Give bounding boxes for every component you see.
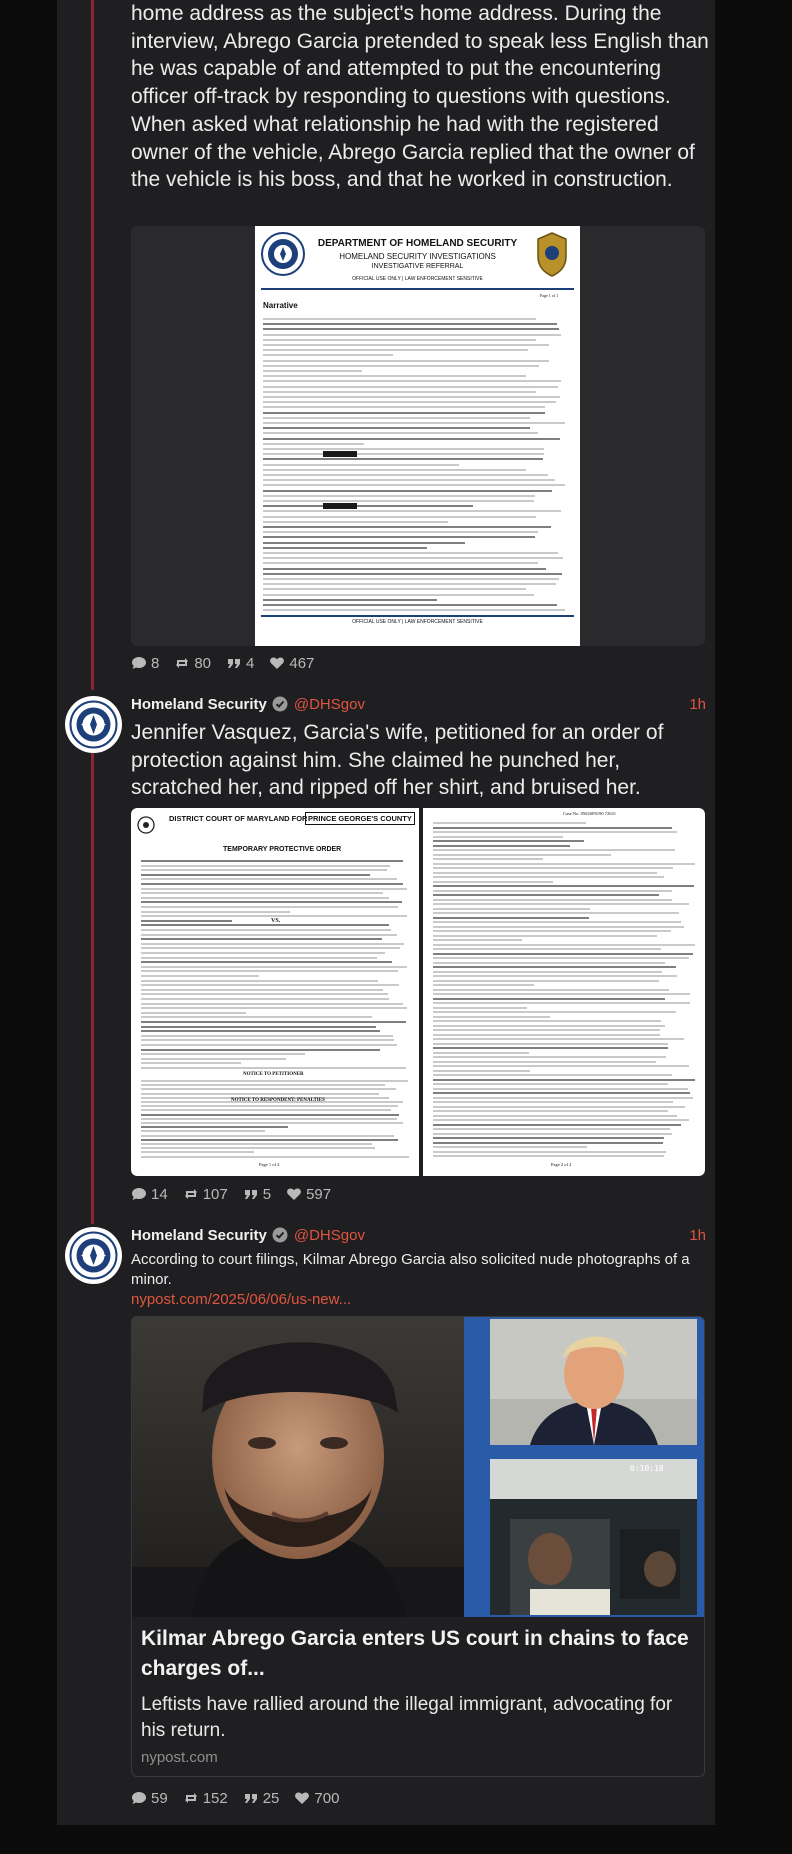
reply-icon [131,1790,147,1806]
document-text-line [433,980,659,982]
document-text-line [263,406,545,408]
document-subheading: HOMELAND SECURITY INVESTIGATIONS [339,252,496,261]
document-text-line [141,929,391,931]
document-text-line [433,1124,681,1126]
quote-count: 4 [246,654,255,672]
thread-line [91,752,94,1224]
card-domain: nypost.com [141,1749,218,1766]
document-text-line [141,975,259,977]
court-county: PRINCE GEORGE'S COUNTY [305,812,415,825]
quote-stat[interactable] [243,1790,280,1807]
document-text-line [433,827,672,829]
document-text-line [433,1056,666,1058]
document-text-line [433,885,694,887]
document-text-line [141,860,403,862]
document-text-line [433,1047,668,1049]
reply-count: 59 [151,1789,168,1807]
post-time[interactable]: 1h [689,695,706,713]
document-section-title: Narrative [263,301,298,310]
document-text-line [433,1007,527,1009]
document-text-line [263,526,551,528]
document-text-line [141,966,407,968]
document-text-line [141,961,392,963]
document-text-line [141,993,388,995]
document-text-line [433,845,570,847]
document-text-line [141,1130,265,1132]
reply-count: 14 [151,1185,168,1203]
document-text-line [433,854,611,856]
document-text-line [263,339,536,341]
document-text-line [263,422,565,424]
document-text-line [263,328,559,330]
document-footer: OFFICIAL USE ONLY | LAW ENFORCEMENT SENSITIVE [352,619,483,625]
like-count: 700 [314,1789,340,1807]
document-subheading: INVESTIGATIVE REFERRAL [371,263,464,270]
document-text-line [433,1106,685,1108]
document-text-line [141,970,398,972]
document-text-line [263,599,437,601]
repost-count: 152 [202,1789,228,1807]
document-text-line [433,1142,663,1144]
document-text-line [141,924,389,926]
author-name[interactable]: Homeland Security [131,1226,267,1244]
document-text-line [433,917,589,919]
document-text-line [433,984,534,986]
document-text-line [433,1038,684,1040]
man-portrait-image [132,1317,464,1617]
document-text-line [433,858,543,860]
document-text-line [433,1070,530,1072]
like-stat[interactable] [269,655,314,672]
document-text-line [433,1083,668,1085]
document-text-line [433,926,684,928]
reply-stat[interactable] [131,1790,168,1807]
repost-stat[interactable] [183,1186,228,1203]
document-text-line [141,892,383,894]
document-text-line [141,915,407,917]
document-text-line [141,901,402,903]
document-text-line [141,1084,385,1086]
card-title[interactable]: Kilmar Abrego Garcia enters US court in chains to face charges of... [141,1627,689,1680]
author-name[interactable]: Homeland Security [131,695,267,713]
notice-heading: NOTICE TO PETITIONER [243,1072,304,1077]
document-text-line [141,865,390,867]
document-text-line [141,1080,408,1082]
document-text-line [263,360,549,362]
document-text-line [263,609,565,611]
document-text-line [433,912,679,914]
document-text-line [141,920,232,922]
quote-count: 25 [262,1789,280,1807]
document-text-line [263,464,459,466]
document-text-line [433,863,695,865]
avatar[interactable] [65,1227,122,1284]
repost-count: 107 [202,1185,228,1203]
document-text-line [433,1079,695,1081]
document-text-line [263,594,534,596]
document-text-line [263,427,530,429]
like-icon [294,1790,310,1806]
document-text-line [263,588,526,590]
document-text-line [263,510,561,512]
document-text-line [263,536,535,538]
document-text-line [433,1146,587,1148]
document-text-line [141,1105,398,1107]
post-image[interactable] [131,226,705,646]
quote-icon [243,1790,259,1806]
document-text-line [433,894,659,896]
post-stats [131,653,329,673]
document-text-line [433,1002,690,1004]
document-rule [261,288,574,290]
document-text-line [433,962,665,964]
post-time[interactable]: 1h [689,1226,706,1244]
document-text-line [141,1053,305,1055]
document-text-line [433,998,665,1000]
card-description: Leftists have rallied around the illegal immigrant, advocating for his return. [141,1694,673,1741]
document-text-line [433,836,563,838]
document-text-line [433,975,677,977]
document-text-line [263,365,539,367]
reply-stat[interactable] [131,655,159,672]
card-image [132,1317,705,1617]
document-text-line [433,957,689,959]
quote-count: 5 [262,1185,272,1203]
notice-heading: NOTICE TO RESPONDENT: PENALTIES [231,1098,325,1103]
document-text-line [263,432,538,434]
document-text-line [141,947,400,949]
verified-icon [272,1227,288,1243]
document-text-line [141,1026,376,1028]
document-text-line [263,557,563,559]
document-text-line [141,1143,372,1145]
document-text-line [263,490,552,492]
document-text-line [141,911,290,913]
document-text-line [141,1058,286,1060]
svg-text:0:10:18: 0:10:18 [630,1464,664,1473]
document-text-line [141,1147,375,1149]
like-count: 597 [306,1185,332,1203]
post-text: According to court filings, Kilmar Abrego Garcia also solicited nude photographs of a minor. [131,1251,690,1288]
repost-icon [183,1790,199,1806]
avatar[interactable] [65,696,122,753]
document-text-line [433,1034,660,1036]
document-text-line [263,375,526,377]
document-text-line [433,939,522,941]
document-text-line [141,998,389,1000]
document-text-line [141,1122,403,1124]
document-text-line [141,989,383,991]
bodycam-image [490,1459,697,1615]
document-text-line [141,1088,396,1090]
document-text-line [433,1155,664,1157]
document-text-line [141,1139,398,1141]
post-header [131,1225,706,1245]
repost-stat[interactable] [174,655,211,672]
document-text-line [141,1151,254,1153]
document-text-line [141,1021,406,1023]
document-text-line [141,984,399,986]
document-text-line [141,1109,391,1111]
document-text-line [141,1003,403,1005]
versus-label: VS. [271,918,281,924]
document-text-line [141,980,378,982]
document-text-line [433,921,681,923]
post-text: Jennifer Vasquez, Garcia's wife, petitioned for an order of protection against him. She claimed he punched her, scratched her, and ripped off her shirt, and bruised her. [131,721,664,800]
document-text-line [433,1110,668,1112]
document-text-line [141,957,377,959]
post-stats [131,1788,354,1808]
document-text-line [433,1151,666,1153]
document-text-line [433,849,675,851]
document-text-line [263,334,561,336]
author-handle[interactable]: @DHSgov [293,695,365,713]
document-text-line [141,883,403,885]
document-text-line [433,1025,665,1027]
document-text-line [141,1067,406,1069]
document-text-line [433,1061,656,1063]
post-image-grid [131,808,705,1176]
document-text-line [263,474,548,476]
court-page-number: Page 2 of 2 [551,1162,572,1167]
document-text-line [263,469,526,471]
document-text-line [141,1016,372,1018]
document-text-line [263,323,557,325]
document-text-line [263,438,560,440]
like-stat[interactable] [286,1186,331,1203]
document-text-line [433,1020,661,1022]
document-text-line [141,888,407,890]
dhs-seal-icon [65,1227,122,1284]
document-text-line [263,458,543,460]
document-text-line [141,906,398,908]
document-text-line [433,930,671,932]
document-text-line [433,867,673,869]
document-text-line [433,953,693,955]
case-number: Case No. 0502SP0190 72021 [563,811,617,816]
document-text-line [141,938,382,940]
post-stats [131,1184,346,1204]
document-classification: OFFICIAL USE ONLY | LAW ENFORCEMENT SENSITIVE [352,276,483,282]
document-text-line [263,531,538,533]
like-icon [286,1186,302,1202]
court-page-number: Page 1 of 2 [259,1162,280,1167]
like-count: 467 [289,654,315,672]
post-link[interactable]: nypost.com/2025/06/06/us-new... [131,1291,352,1308]
document-text-line [433,1052,529,1054]
document-text-line [263,453,544,455]
document-text-line [141,878,397,880]
document-text-line [433,1115,677,1117]
document-text-line [263,542,465,544]
document-text-line [141,952,385,954]
document-text-line [433,1011,676,1013]
document-text-line [263,396,560,398]
document-text-line [433,993,690,995]
trump-portrait-image [490,1319,697,1445]
document-text-line [433,966,676,968]
document-text-line [263,391,536,393]
document-text-line [433,944,695,946]
verified-icon [272,696,288,712]
document-text-line [433,840,584,842]
document-text-line [263,386,558,388]
document-text-line [263,318,536,320]
document-text-line [433,1016,550,1018]
document-text-line [433,971,662,973]
document-text-line [141,1093,379,1095]
document-text-line [263,443,364,445]
document-text-line [433,876,664,878]
document-text-line [263,412,545,414]
maryland-seal-icon [137,816,155,834]
document-text-line [263,448,544,450]
document-text-line [141,1126,288,1128]
document-text-line [433,1043,668,1045]
document-text-line [141,1012,246,1014]
document-text-line [141,1049,380,1051]
court-name: DISTRICT COURT OF MARYLAND FOR [169,814,308,823]
document-text-line [433,1101,673,1103]
quote-icon [226,655,242,671]
redaction-bar [323,451,357,457]
document-text-line [433,899,672,901]
like-stat[interactable] [294,1790,339,1807]
reply-count: 8 [151,654,160,672]
document-text-line [433,1128,670,1130]
author-handle[interactable]: @DHSgov [293,1226,365,1244]
document-text-line [141,1114,399,1116]
document-text-line [263,573,562,575]
document-text-line [433,903,689,905]
redaction-bar [323,503,357,509]
document-text-line [141,1035,393,1037]
document-text-line [433,1137,664,1139]
document-text-line [263,578,559,580]
document-text-line [263,521,448,523]
document-text-line [433,948,661,950]
document-text-line [433,831,677,833]
document-text-line [263,547,427,549]
document-text-line [141,1039,394,1041]
document-text-line [263,604,557,606]
document-text-line [263,349,528,351]
court-document-page-1[interactable] [131,808,419,1176]
document-text-line [433,935,657,937]
document-text-line [433,872,657,874]
document-text-line [263,344,549,346]
document-text-line [141,934,397,936]
document-text-line [433,1133,672,1135]
quote-stat[interactable] [243,1186,271,1203]
document-text-line [433,1074,672,1076]
document-text-line [263,401,556,403]
document-heading: DEPARTMENT OF HOMELAND SECURITY [317,238,518,249]
document-text-line [433,881,553,883]
document-text-line [141,1118,397,1120]
thread-line [91,0,94,690]
court-document-page-2[interactable] [423,808,705,1176]
dhs-seal-icon [65,696,122,753]
document-text-line [433,989,669,991]
post-text: home address as the subject's home address. During the interview, Abrego Garcia pretended to speak less English than he was capable of and attempted to put the encountering officer off-track by responding to questions with questions. When asked what relationship he had with the registered owner of the vehicle, Abrego Garcia replied that the owner of the vehicle is his boss, and that he worked in construction. [131,2,709,192]
order-title: TEMPORARY PROTECTIVE ORDER [223,846,342,853]
repost-stat[interactable] [183,1790,228,1807]
document-text-line [263,552,558,554]
document-text-line [141,943,404,945]
link-preview-card[interactable] [131,1316,705,1777]
document-text-line [263,495,535,497]
document-text-line [263,354,393,356]
document-text-line [263,562,538,564]
document-text-line [263,479,555,481]
document-text-line [433,1088,688,1090]
like-icon [269,655,285,671]
quote-stat[interactable] [226,655,254,672]
repost-icon [174,655,190,671]
document-text-line [433,1029,660,1031]
document-text-line [433,1065,689,1067]
document-text-line [141,869,387,871]
document-text-line [263,484,565,486]
document-text-line [141,1044,397,1046]
document-text-line [433,908,590,910]
document-text-line [263,370,362,372]
feed-bottom-gap [57,1825,715,1854]
document-text-line [433,890,672,892]
document-text-line [141,1135,394,1137]
document-text-line [263,516,536,518]
document-text-line [433,1119,689,1121]
repost-icon [183,1186,199,1202]
document-text-line [263,583,556,585]
document-text-line [263,500,534,502]
document-text-line [263,380,561,382]
reply-stat[interactable] [131,1186,168,1203]
document-text-line [141,897,389,899]
document-text-line [263,505,473,507]
document-text-line [433,1097,693,1099]
reply-icon [131,655,147,671]
document-text-line [263,568,546,570]
document-text-line [263,417,530,419]
document-text-line [141,1030,380,1032]
reply-icon [131,1186,147,1202]
document-text-line [433,1092,690,1094]
repost-count: 80 [194,654,212,672]
document-text-line [141,1156,409,1158]
document-text-line [141,1062,241,1064]
post-header [131,694,706,714]
document-text-line [141,1007,407,1009]
document-text-line [141,874,370,876]
document-page-number: Page 1 of 1 [540,293,559,298]
quote-icon [243,1186,259,1202]
document-text-line [433,822,586,824]
document-rule [261,615,574,617]
dhs-referral-document [255,226,580,646]
